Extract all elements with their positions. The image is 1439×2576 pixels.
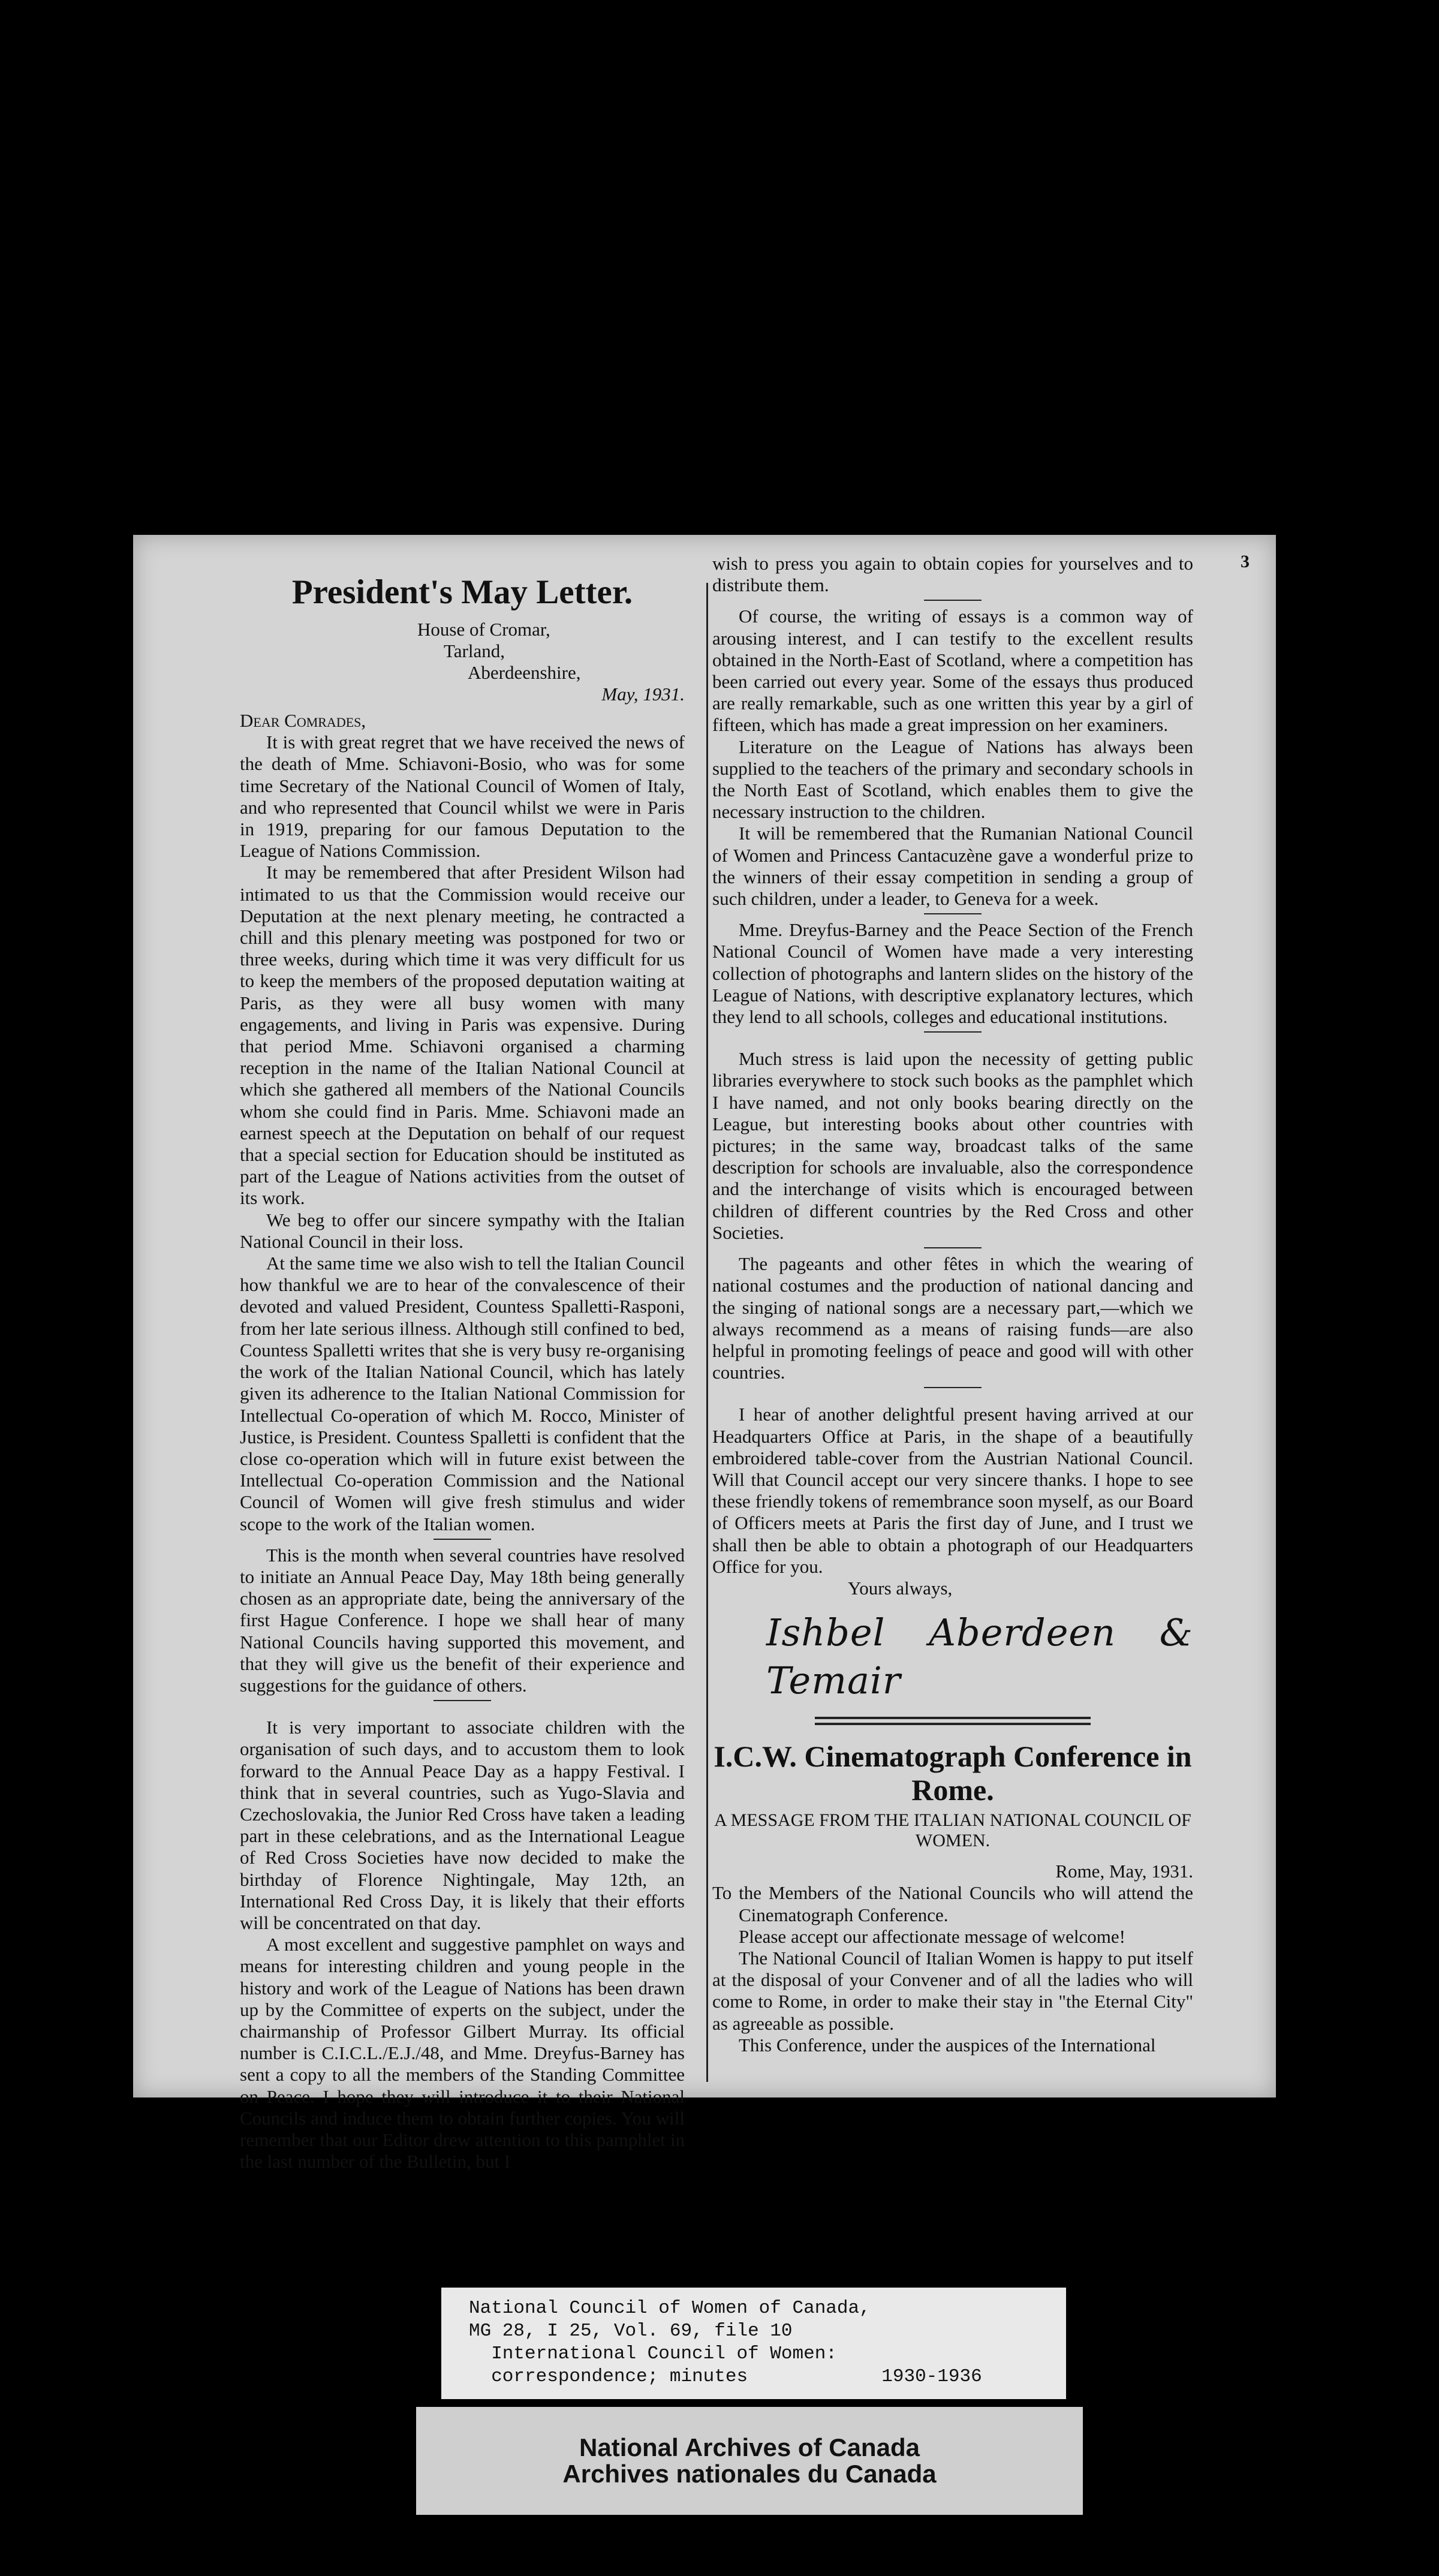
conference-subtitle: A MESSAGE FROM THE ITALIAN NATIONAL COUNCIL OF WOMEN.	[714, 1810, 1191, 1851]
paragraph: Of course, the writing of essays is a common way of arousing interest, and I can testify to the excellent results obtained in the North-East of Scotland, where a competition has been carried out every year. Some of the essays thus produced are really remarkable, such as one written this year by a girl of fifteen, which has made a great impression on her examiners.	[712, 606, 1193, 736]
paragraph: A most excellent and suggestive pamphlet on ways and means for interesting children and young people in the history and work of the League of Nations has been drawn up by the Committee of experts on the subject, under the chairmanship of Professor Gilbert Murray. Its official number is C.I.C.L./E.J./48, and Mme. Dreyfus-Barney has sent a copy to all the members of the Standing Committee on Peace. I hope they will introduce it to their National Councils and induce them to obtain further copies. You will remember that our Editor drew attention to this pamphlet in the last number of the Bulletin, but I	[240, 1934, 685, 2172]
conference-address: To the Members of the National Councils who will attend the Cinematograph Conference.	[712, 1882, 1193, 1925]
paragraph: Literature on the League of Nations has always been supplied to the teachers of the primary and secondary schools in the North East of Scotland, which enables them to give the necessary instruction to the children.	[712, 736, 1193, 823]
paragraph: I hear of another delightful present having arrived at our Headquarters Office at Paris, in the shape of a beautifully embroidered table-cover from the Austrian National Council. Will that Council accept our very sincere thanks. I hope to see these friendly tokens of remembrance soon myself, as our Board of Officers meets at Paris the first day of June, and I trust we shall then be able to obtain a photograph of our Headquarters Office for you.	[712, 1404, 1193, 1577]
paragraph: It is with great regret that we have received the news of the death of Mme. Schiavoni-Bosio, who was for some time Secretary of the National Council of Women of Italy, and who represented that Council whilst we were in Paris in 1919, preparing for our famous Deputation to the League of Nations Commission.	[240, 732, 685, 862]
archive-reference-label	[441, 2288, 1066, 2399]
section-separator	[433, 1700, 491, 1701]
address-line: Tarland,	[444, 640, 505, 661]
right-column	[712, 553, 1193, 2056]
section-separator	[924, 913, 982, 914]
paragraph: Much stress is laid upon the necessity of getting public libraries everywhere to stock such books as the pamphlet which I have named, and not only books bearing directly on the League, but interesting books about other countries with pictures; in the same way, broadcast talks of the same description for schools are invaluable, also the correspondence and the interchange of visits which is encouraged between children of different countries by the Red Cross and other Societies.	[712, 1048, 1193, 1243]
paragraph: The pageants and other fêtes in which the wearing of national costumes and the production of national dancing and the singing of national songs are a necessary part,—which we always recommend as a means of raising funds—are also helpful in promoting feelings of peace and good will with other countries.	[712, 1253, 1193, 1383]
paragraph: It is very important to associate children with the organisation of such days, and to accustom them to look forward to the Annual Peace Day as a happy Festival. I think that in several countries, such as Yugo-Slavia and Czechoslovakia, the Junior Red Cross have taken a leading part in these celebrations, and as the International League of Red Cross Societies have now decided to make the birthday of Florence Nightingale, May 12th, an International Red Cross Day, it is likely that their efforts will be concentrated on that day.	[240, 1717, 685, 1933]
page-number: 3	[1241, 552, 1250, 571]
salutation: Dear Comrades,	[240, 710, 366, 731]
section-separator	[924, 600, 982, 601]
institution-fr: Archives nationales du Canada	[562, 2460, 937, 2488]
reference-line: MG 28, I 25, Vol. 69, file 10	[469, 2321, 793, 2342]
section-separator	[924, 1387, 982, 1388]
paragraph: At the same time we also wish to tell the Italian Council how thankful we are to hear of the convalescence of their devoted and valued President, Countess Spalletti-Rasponi, from her late serious illness. Although still confined to bed, Countess Spalletti writes that she is very busy re-organising the work of the Italian National Council, which has lately given its adherence to the Italian National Commission for Intellectual Co-operation of which M. Rocco, Minister of Justice, is President. Countess Spalletti is confident that the close co-operation which will in future exist between the Intellectual Co-operation Commission and the National Council of Women will give fresh stimulus and wider scope to the work of the Italian women.	[240, 1253, 685, 1534]
column-divider	[706, 583, 708, 2082]
paragraph: This Conference, under the auspices of the International	[739, 2034, 1156, 2056]
reference-line: International Council of Women:	[469, 2343, 837, 2364]
letter-date: May, 1931.	[601, 684, 685, 705]
paragraph: This is the month when several countries have resolved to initiate an Annual Peace Day, May 18th being generally chosen as an appropriate date, being the anniversary of the first Hague Conference. I hope we shall hear of many National Councils having supported this movement, and that they will give us the benefit of their experience and suggestions for the guidance of others.	[240, 1544, 685, 1696]
section-separator	[924, 1031, 982, 1033]
paragraph-continuation: wish to press you again to obtain copies for yourselves and to distribute them.	[712, 553, 1193, 596]
institution-en: National Archives of Canada	[579, 2433, 920, 2461]
left-column	[240, 553, 685, 2172]
reference-line: correspondence; minutes 1930-1936	[469, 2366, 982, 2387]
paragraph: The National Council of Italian Women is happy to put itself at the disposal of your Convener and of all the ladies who will come to Rome, in order to make their stay in "the Eternal City" as agreeable as possible.	[712, 1947, 1193, 2034]
conference-dateline: Rome, May, 1931.	[1055, 1861, 1193, 1882]
paragraph: We beg to offer our sincere sympathy with the Italian National Council in their loss.	[240, 1209, 685, 1252]
section-separator	[924, 1247, 982, 1248]
paragraph: Please accept our affectionate message of welcome!	[739, 1925, 1125, 1947]
paragraph: It will be remembered that the Rumanian National Council of Women and Princess Cantacuzène gave a wonderful prize to the winners of their essay competition in sending a group of such children, under a leader, to Geneva for a week.	[712, 823, 1193, 910]
archive-banner	[416, 2407, 1083, 2515]
signature: Ishbel Aberdeen & Temair	[766, 1611, 1193, 1703]
letter-title: President's May Letter.	[291, 573, 633, 611]
paragraph: Mme. Dreyfus-Barney and the Peace Section of the French National Council of Women have made a very interesting collection of photographs and lantern slides on the history of the League of Nations, with descriptive explanatory lectures, which they lend to all schools, colleges and educational institutions.	[712, 919, 1193, 1028]
section-separator	[433, 1539, 491, 1540]
document-page	[133, 535, 1276, 2172]
closing: Yours always,	[848, 1577, 953, 1599]
address-line: Aberdeenshire,	[468, 662, 581, 683]
reference-line: National Council of Women of Canada,	[469, 2298, 871, 2319]
conference-title: I.C.W. Cinematograph Conference in Rome.	[714, 1740, 1192, 1807]
address-line: House of Cromar,	[417, 619, 550, 640]
double-rule	[815, 1717, 1091, 1725]
paragraph: It may be remembered that after President Wilson had intimated to us that the Commission would receive our Deputation at the next plenary meeting, he contracted a chill and this plenary meeting was postponed for two or three weeks, during which time it was very difficult for us to keep the members of the proposed deputation waiting at Paris, as they were all busy women with many engagements, and living in Paris was expensive. During that period Mme. Schiavoni organised a charming reception in the name of the Italian National Council at which she gathered all members of the National Councils whom she could find in Paris. Mme. Schiavoni made an earnest speech at the Deputation on behalf of our request that a special section for Education should be instituted as part of the League of Nations activities from the outset of its work.	[240, 862, 685, 1209]
